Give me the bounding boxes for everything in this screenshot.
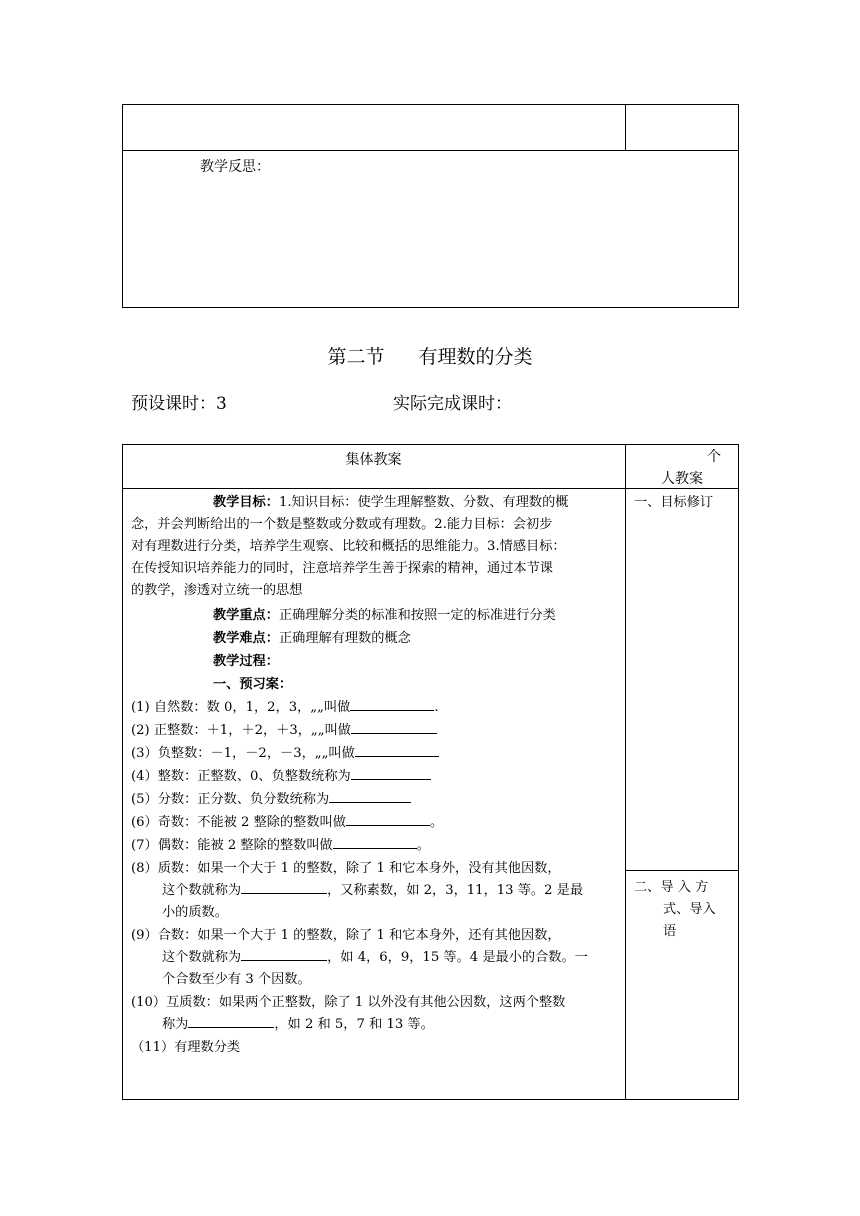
objectives-line: 教学目标：1.知识目标：使学生理解整数、分数、有理数的概 [213,495,569,510]
objectives-label: 教学目标： [213,495,279,510]
process-label: 教学过程： [213,654,279,669]
answer-blank[interactable] [188,1014,274,1028]
list-item: 小的质数。 [162,905,228,920]
objectives-line: 的教学，渗透对立统一的思想 [131,583,303,598]
list-item: (4）整数：正整数、0、负整数统称为 [131,766,431,788]
intro-method-note: 二、导 入 方 [634,880,709,895]
preset-hours: 预设课时：3 [131,394,227,414]
goal-revision-note: 一、目标修订 [634,495,714,510]
answer-blank[interactable] [350,697,434,711]
answer-blank[interactable] [346,812,430,826]
list-item: (2) 正整数：＋1，＋2，＋3，„„叫做 [131,720,437,742]
list-item: (6）奇数：不能被 2 整除的整数叫做 。 [131,812,443,834]
list-item: 称为 ，如 2 和 5，7 和 13 等。 [162,1014,434,1036]
personal-plan-header-char: 个 [707,449,721,465]
answer-blank[interactable] [351,720,437,734]
section-number: 第二节 [327,346,385,368]
intro-method-note: 语 [663,924,677,939]
list-item: (10）互质数：如果两个正整数，除了 1 以外没有其他公因数，这两个整数 [131,995,566,1010]
answer-blank[interactable] [241,947,327,961]
objectives-line: 念，并会判断给出的一个数是整数或分数或有理数。2.能力目标：会初步 [131,517,553,532]
personal-plan-header: 人教案 [661,471,703,487]
answer-blank[interactable] [351,766,431,780]
list-item: 个合数至少有 3 个因数。 [162,972,311,987]
list-item: 这个数就称为 ，如 4，6，9，15 等。4 是最小的合数。一 [162,947,588,969]
reflection-label: 教学反思： [200,159,270,175]
objectives-line: 在传授知识培养能力的同时，注意培养学生善于探索的精神，通过本节课 [131,561,553,576]
list-item: (8）质数：如果一个大于 1 的整数，除了 1 和它本身外，没有其他因数， [131,861,561,876]
list-item: 这个数就称为 ，又称素数，如 2，3，11，13 等。2 是最 [162,880,583,902]
collective-plan-header: 集体教案 [345,452,402,468]
difficult-points: 教学难点：正确理解有理数的概念 [213,631,411,646]
section-title [0,342,860,369]
preview-label: 一、预习案： [213,677,293,692]
intro-method-note: 式、导入 [663,902,716,917]
list-item: (1) 自然数：数 0，1，2，3，„„叫做 . [131,697,439,719]
answer-blank[interactable] [333,835,417,849]
actual-hours: 实际完成课时： [393,394,512,414]
list-item: (3）负整数：－1，－2，－3，„„叫做 [131,743,439,765]
answer-blank[interactable] [355,743,439,757]
answer-blank[interactable] [329,789,411,803]
list-item: (7）偶数：能被 2 整除的整数叫做 。 [131,835,430,857]
answer-blank[interactable] [241,880,327,894]
objectives-line: 对有理数进行分类，培养学生观察、比较和概括的思维能力。3.情感目标： [131,539,566,554]
key-points: 教学重点：正确理解分类的标准和按照一定的标准进行分类 [213,608,556,623]
section-name: 有理数的分类 [418,346,533,368]
list-item: (5）分数：正分数、负分数统称为 [131,789,411,811]
list-item: (9）合数：如果一个大于 1 的整数，除了 1 和它本身外，还有其他因数， [131,928,561,943]
list-item: （11）有理数分类 [131,1040,241,1055]
